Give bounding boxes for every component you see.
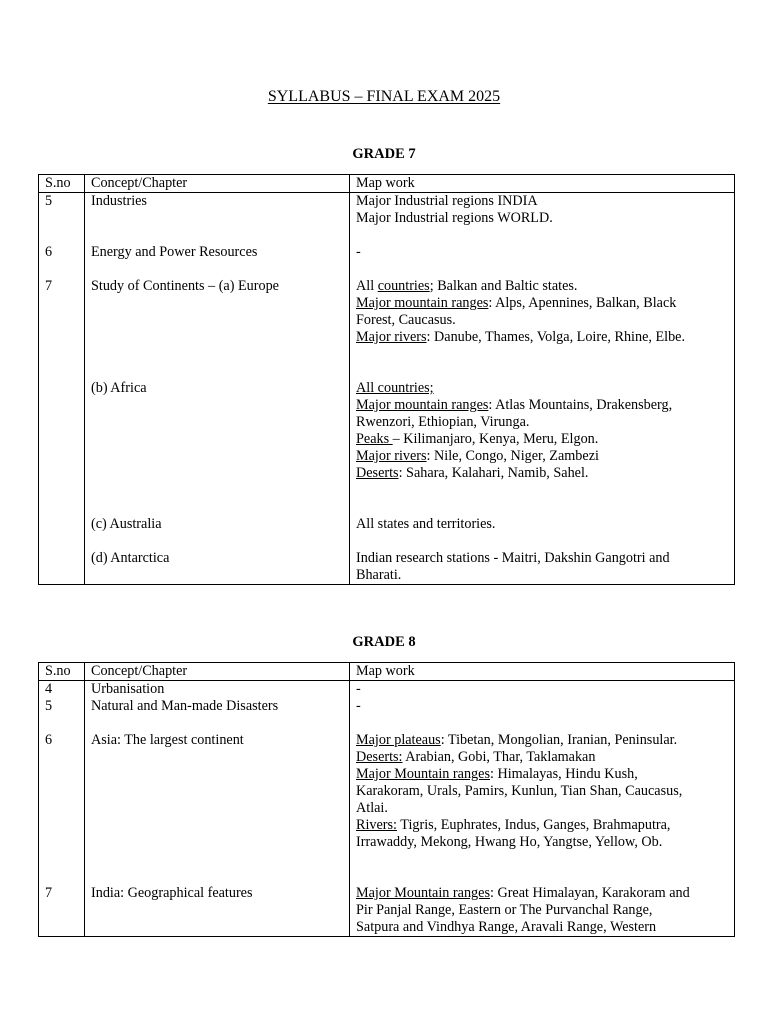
- table-row: [39, 698, 735, 732]
- map-work-cell: [350, 278, 735, 380]
- map-line: Major mountain ranges: Alps, Apennines, Balkan, Black: [356, 295, 677, 311]
- map-line: All states and territories.: [356, 516, 496, 532]
- table-row: [39, 244, 735, 278]
- map-work-cell: [350, 244, 735, 278]
- concept-cell: Industries: [85, 193, 350, 245]
- map-line: Rivers: Tigris, Euphrates, Indus, Ganges, Brahmaputra,: [356, 817, 671, 833]
- map-line: Pir Panjal Range, Eastern or The Purvanchal Range,: [356, 902, 653, 918]
- header-sno: S.no: [39, 663, 85, 681]
- sno-cell: 6: [39, 244, 85, 278]
- header-map-work: Map work: [350, 175, 735, 193]
- grade-8-heading: GRADE 8: [352, 634, 416, 650]
- document-title: SYLLABUS – FINAL EXAM 2025: [267, 88, 501, 105]
- sno-cell: 7: [39, 885, 85, 937]
- table-row: [39, 193, 735, 245]
- header-sno: S.no: [39, 175, 85, 193]
- header-map-work: Map work: [350, 663, 735, 681]
- concept-cell: Study of Continents – (a) Europe: [85, 278, 350, 380]
- concept-cell: India: Geographical features: [85, 885, 350, 937]
- sno-cell: 5: [39, 698, 85, 732]
- map-line: Indian research stations - Maitri, Dakshin Gangotri and: [356, 550, 670, 566]
- map-line: All countries;: [356, 380, 434, 396]
- table-row: [39, 550, 735, 585]
- concept-cell: Asia: The largest continent: [85, 732, 350, 885]
- map-line: Deserts: Sahara, Kalahari, Namib, Sahel.: [356, 465, 589, 481]
- map-line: Major rivers: Nile, Congo, Niger, Zambezi: [356, 448, 599, 464]
- sno-cell: 4: [39, 681, 85, 699]
- grade-7-table: [38, 174, 735, 585]
- header-concept: Concept/Chapter: [85, 663, 350, 681]
- map-line: Major Mountain ranges: Himalayas, Hindu Kush,: [356, 766, 638, 782]
- header-concept: Concept/Chapter: [85, 175, 350, 193]
- concept-cell: Natural and Man-made Disasters: [85, 698, 350, 732]
- map-line: Karakoram, Urals, Pamirs, Kunlun, Tian Shan, Caucasus,: [356, 783, 683, 799]
- sno-cell: 6: [39, 732, 85, 885]
- map-line: Major Industrial regions WORLD.: [356, 210, 553, 226]
- sno-cell: 7: [39, 278, 85, 380]
- sno-cell: 5: [39, 193, 85, 245]
- grade-8-table: [38, 662, 735, 937]
- concept-cell: (b) Africa: [85, 380, 350, 516]
- concept-cell: (c) Australia: [85, 516, 350, 550]
- map-line: Major rivers: Danube, Thames, Volga, Loire, Rhine, Elbe.: [356, 329, 686, 345]
- map-line: -: [356, 698, 361, 714]
- map-line: Peaks – Kilimanjaro, Kenya, Meru, Elgon.: [356, 431, 599, 447]
- table-row: [39, 732, 735, 885]
- table-row: [39, 516, 735, 550]
- table-row: [39, 380, 735, 516]
- map-line: -: [356, 244, 361, 260]
- map-line: Major Mountain ranges: Great Himalayan, Karakoram and: [356, 885, 690, 901]
- map-line: Deserts: Arabian, Gobi, Thar, Taklamakan: [356, 749, 596, 765]
- table-row: [39, 681, 735, 699]
- map-line: Major mountain ranges: Atlas Mountains, Drakensberg,: [356, 397, 673, 413]
- map-work-cell: [350, 550, 735, 585]
- map-line: Rwenzori, Ethiopian, Virunga.: [356, 414, 530, 430]
- map-line: Satpura and Vindhya Range, Aravali Range, Western: [356, 919, 657, 935]
- concept-cell: Energy and Power Resources: [85, 244, 350, 278]
- map-work-cell: [350, 516, 735, 550]
- grade-7-heading: GRADE 7: [352, 146, 416, 162]
- map-line: Irrawaddy, Mekong, Hwang Ho, Yangtse, Yellow, Ob.: [356, 834, 663, 850]
- map-work-cell: [350, 885, 735, 937]
- concept-cell: Urbanisation: [85, 681, 350, 699]
- table-header-row: [39, 175, 735, 193]
- concept-cell: (d) Antarctica: [85, 550, 350, 585]
- table-header-row: [39, 663, 735, 681]
- map-line: All countries; Balkan and Baltic states.: [356, 278, 578, 294]
- table-row: [39, 885, 735, 937]
- map-line: Forest, Caucasus.: [356, 312, 456, 328]
- map-line: Atlai.: [356, 800, 388, 816]
- table-row: [39, 278, 735, 380]
- map-line: Major Industrial regions INDIA: [356, 193, 538, 209]
- map-work-cell: [350, 698, 735, 732]
- map-line: Bharati.: [356, 567, 402, 583]
- map-work-cell: [350, 380, 735, 516]
- map-work-cell: [350, 732, 735, 885]
- map-work-cell: [350, 193, 735, 245]
- map-work-cell: -: [350, 681, 735, 699]
- map-line: Major plateaus: Tibetan, Mongolian, Iranian, Peninsular.: [356, 732, 678, 748]
